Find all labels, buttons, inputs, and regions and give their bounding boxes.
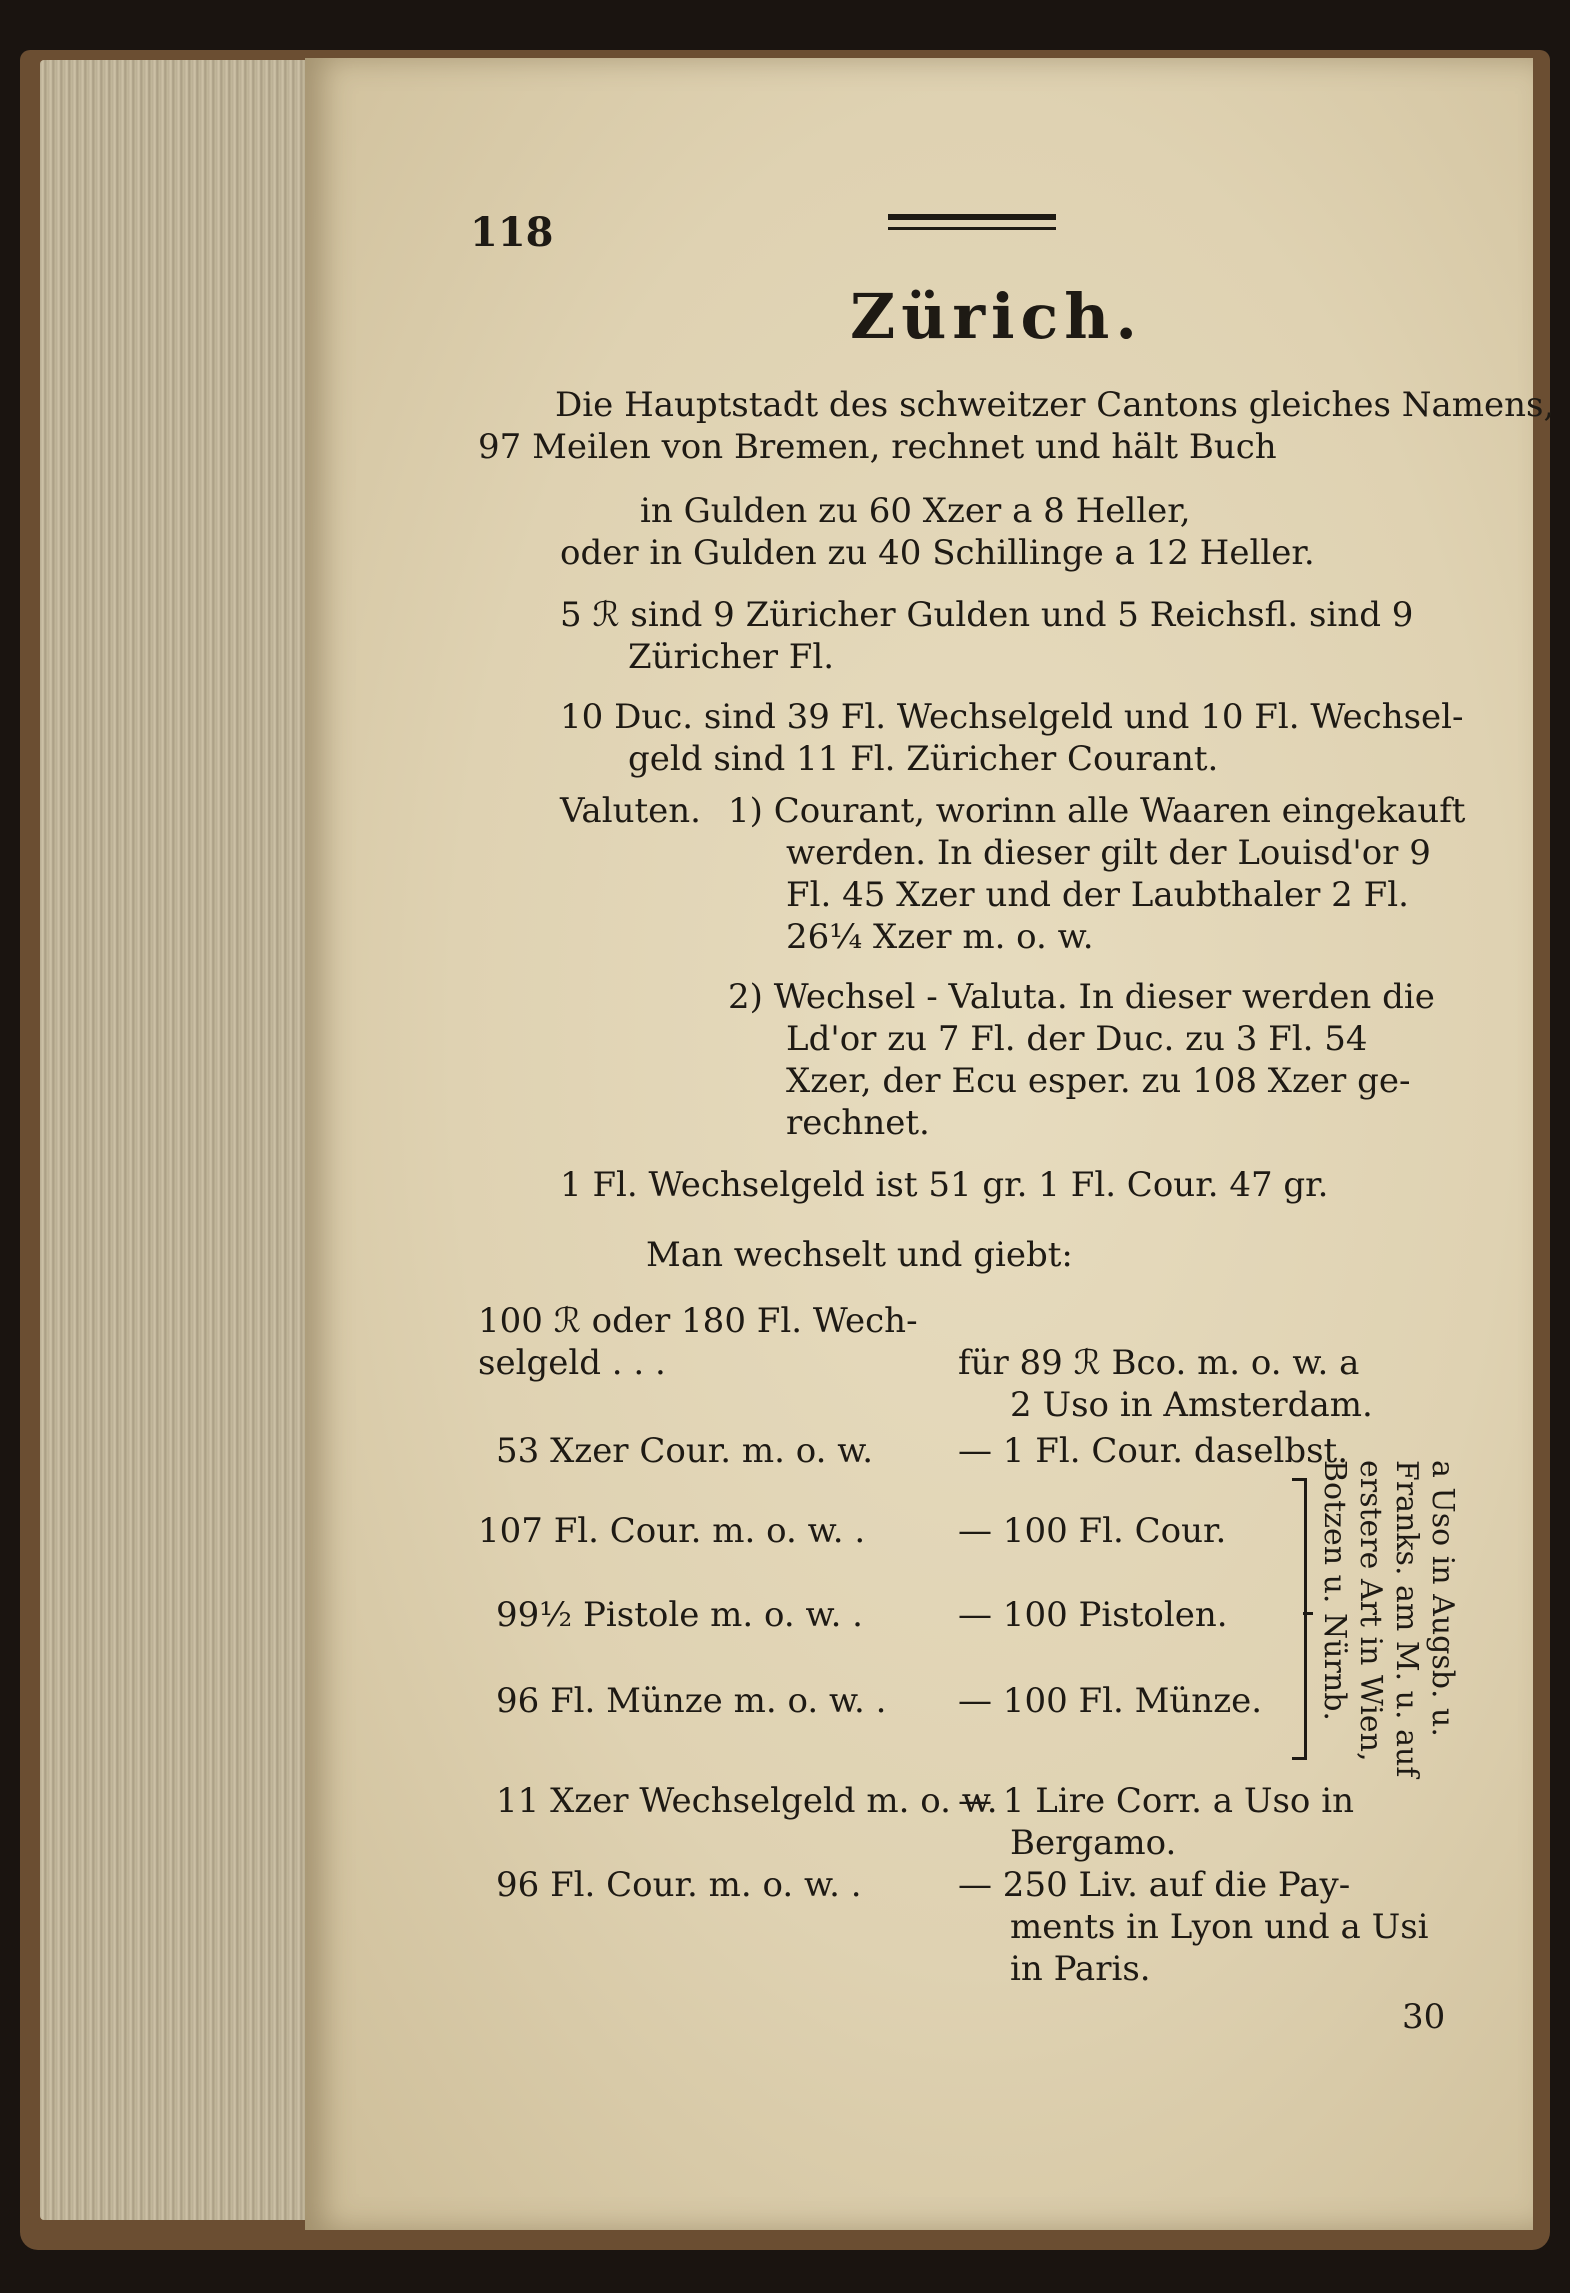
page-title: Zürich. bbox=[850, 280, 1143, 353]
para1-line-1: 5 ℛ sind 9 Züricher Gulden und 5 Reichsfl. sind 9 bbox=[560, 595, 1414, 635]
valuten1-line-2: werden. In dieser gilt der Louisd'or 9 bbox=[786, 833, 1431, 873]
side-note-line-1: a Uso in Augsb. u. bbox=[1425, 1460, 1460, 1737]
valuten2-line-2: Ld'or zu 7 Fl. der Duc. zu 3 Fl. 54 bbox=[786, 1019, 1368, 1059]
row2-right: — 1 Fl. Cour. daselbst. bbox=[958, 1431, 1349, 1471]
para1-line-2: Züricher Fl. bbox=[628, 637, 835, 677]
row6-right-2: Bergamo. bbox=[1010, 1823, 1177, 1863]
row7-right-1: — 250 Liv. auf die Pay- bbox=[958, 1865, 1351, 1905]
row2-left: 53 Xzer Cour. m. o. w. bbox=[496, 1431, 874, 1471]
row3-right: — 100 Fl. Cour. bbox=[958, 1511, 1227, 1551]
row1-right-1: für 89 ℛ Bco. m. o. w. a bbox=[958, 1343, 1360, 1383]
row5-right: — 100 Fl. Münze. bbox=[958, 1681, 1263, 1721]
valuten2-line-3: Xzer, der Ecu esper. zu 108 Xzer ge- bbox=[786, 1061, 1411, 1101]
header-rule bbox=[888, 214, 1056, 230]
signature-mark: 30 bbox=[1402, 1997, 1446, 2037]
page-number: 118 bbox=[470, 209, 554, 256]
intro-line-1: Die Hauptstadt des schweitzer Cantons gleiches Namens, bbox=[555, 385, 1555, 425]
valuten1-line-4: 26¼ Xzer m. o. w. bbox=[786, 917, 1094, 957]
row7-right-3: in Paris. bbox=[1010, 1949, 1151, 1989]
row1-left-1: 100 ℛ oder 180 Fl. Wech- bbox=[478, 1301, 918, 1341]
row7-right-2: ments in Lyon und a Usi bbox=[1010, 1907, 1429, 1947]
valuten2-line-1: 2) Wechsel - Valuta. In dieser werden die bbox=[728, 977, 1435, 1017]
side-note-line-2: Franks. am M. u. auf bbox=[1389, 1460, 1424, 1778]
side-note bbox=[1310, 1460, 1470, 1778]
side-note-line-3: erstere Art in Wien, bbox=[1353, 1460, 1388, 1762]
para2-line-2: geld sind 11 Fl. Züricher Courant. bbox=[628, 739, 1219, 779]
side-note-line-4: Botzen u. Nürnb. bbox=[1317, 1460, 1352, 1721]
row1-right-2: 2 Uso in Amsterdam. bbox=[1010, 1385, 1373, 1425]
exchange-heading: Man wechselt und giebt: bbox=[646, 1235, 1073, 1275]
units-line-2: oder in Gulden zu 40 Schillinge a 12 Heller. bbox=[560, 533, 1315, 573]
para2-line-1: 10 Duc. sind 39 Fl. Wechselgeld und 10 Fl. Wechsel- bbox=[560, 697, 1464, 737]
intro-line-2: 97 Meilen von Bremen, rechnet und hält Buch bbox=[478, 427, 1277, 467]
rate-line: 1 Fl. Wechselgeld ist 51 gr. 1 Fl. Cour. 47 gr. bbox=[560, 1165, 1329, 1205]
row6-right-1: — 1 Lire Corr. a Uso in bbox=[958, 1781, 1354, 1821]
valuten1-line-1: 1) Courant, worinn alle Waaren eingekauft bbox=[728, 791, 1466, 831]
row3-left: 107 Fl. Cour. m. o. w. . bbox=[478, 1511, 866, 1551]
row4-right: — 100 Pistolen. bbox=[958, 1595, 1228, 1635]
row5-left: 96 Fl. Münze m. o. w. . bbox=[496, 1681, 887, 1721]
row1-left-2: selgeld . . . bbox=[478, 1343, 666, 1383]
valuten2-line-4: rechnet. bbox=[786, 1103, 930, 1143]
side-note-bracket bbox=[1292, 1478, 1307, 1760]
valuten-label: Valuten. bbox=[560, 791, 701, 831]
row6-left: 11 Xzer Wechselgeld m. o. w. bbox=[496, 1781, 998, 1821]
units-line-1: in Gulden zu 60 Xzer a 8 Heller, bbox=[640, 491, 1191, 531]
row7-left: 96 Fl. Cour. m. o. w. . bbox=[496, 1865, 862, 1905]
valuten1-line-3: Fl. 45 Xzer und der Laubthaler 2 Fl. bbox=[786, 875, 1409, 915]
row4-left: 99½ Pistole m. o. w. . bbox=[496, 1595, 863, 1635]
